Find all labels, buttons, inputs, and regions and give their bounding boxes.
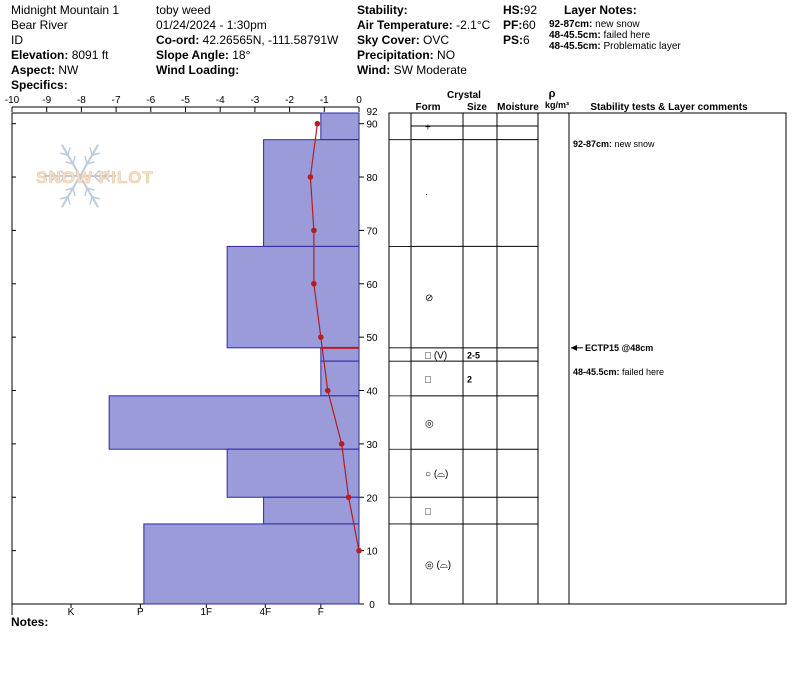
temperature-point — [346, 494, 352, 500]
temperature-point — [311, 281, 317, 287]
temp-tick-label: -9 — [42, 95, 52, 106]
hardness-tick-label: K — [67, 607, 75, 618]
height-tick-label: 20 — [366, 493, 378, 505]
temperature-point — [308, 174, 314, 180]
layer-form-symbol: □ — [425, 374, 432, 386]
stability-test-arrowhead — [571, 345, 577, 351]
hardness-bar — [227, 449, 359, 497]
temperature-point — [315, 121, 321, 127]
stability: Stability: — [357, 3, 408, 17]
location-name: Midnight Mountain 1 — [11, 3, 120, 17]
wind: Wind: SW Moderate — [357, 63, 467, 77]
wind-loading: Wind Loading: — [156, 63, 240, 77]
sky-cover: Sky Cover: OVC — [357, 33, 450, 47]
snowflake-branch — [85, 188, 87, 196]
hardness-tick-label: F — [317, 607, 324, 618]
temp-tick-label: 0 — [356, 95, 362, 106]
layer-form-symbol: ○ (⌓) — [425, 469, 449, 481]
temp-tick-label: -10 — [4, 95, 20, 106]
layer-notes-title: Layer Notes: — [564, 3, 637, 17]
aspect: Aspect: NW — [11, 63, 79, 77]
header-moisture: Moisture — [497, 102, 539, 113]
specifics: Specifics: — [11, 78, 68, 92]
elevation: Elevation: 8091 ft — [11, 48, 109, 62]
header-size: Size — [466, 102, 488, 113]
layer-comment: 48-45.5cm: failed here — [573, 367, 665, 377]
coordinates: Co-ord: 42.26565N, -111.58791W — [156, 33, 339, 47]
height-tick-label: 60 — [366, 279, 378, 291]
header-crystal: Crystal — [447, 90, 481, 101]
snowflake-branch — [85, 156, 87, 164]
precipitation: Precipitation: NO — [357, 48, 456, 62]
snowflake-branch — [68, 197, 70, 205]
hardness-tick-label: I — [10, 607, 14, 618]
observer: toby weed — [156, 3, 211, 17]
watermark-text: SNOW PILOT — [36, 168, 154, 187]
height-tick-label: 92 — [366, 107, 378, 118]
layer-form-symbol: + — [425, 122, 431, 134]
layer-form-symbol: ⊘ — [425, 293, 434, 305]
snowflake-branch — [90, 147, 92, 155]
layer-note-1: 92-87cm: new snow — [549, 19, 640, 30]
slope-angle: Slope Angle: 18° — [156, 48, 251, 62]
temperature-point — [356, 548, 362, 554]
hardness-tick-label: 1F — [200, 607, 213, 618]
hardness-bar — [109, 396, 359, 449]
header-comments: Stability tests & Layer comments — [590, 102, 748, 113]
hardness-bar — [144, 524, 359, 604]
temperature-point — [325, 388, 331, 394]
header-rho: ρ — [548, 88, 556, 100]
layer-form-symbol: · — [425, 189, 429, 201]
layer-size: 2-5 — [467, 350, 481, 361]
hardness-tick-label: P — [137, 607, 144, 618]
layer-form-symbol: □ — [425, 506, 432, 518]
notes-label: Notes: — [11, 615, 49, 629]
date-time: 01/24/2024 - 1:30pm — [156, 18, 267, 32]
temp-tick-label: -6 — [146, 95, 156, 106]
temperature-point — [311, 228, 317, 234]
temp-tick-label: -7 — [111, 95, 121, 106]
height-tick-label: 10 — [366, 546, 378, 558]
snowflake-branch — [73, 188, 75, 196]
height-tick-label: 30 — [366, 439, 378, 451]
table-frame — [389, 113, 786, 604]
temperature-point — [339, 441, 345, 447]
hs-value: HS:92 — [503, 3, 538, 17]
layer-note-2: 48-45.5cm: failed here — [549, 30, 651, 41]
height-tick-label: 90 — [366, 119, 378, 131]
hardness-bar — [264, 497, 359, 524]
hardness-bar — [321, 113, 359, 140]
height-tick-label: 50 — [366, 333, 378, 345]
layer-form-symbol: ◎ (⌓) — [425, 559, 452, 571]
height-tick-label: 0 — [369, 600, 375, 611]
hardness-bar — [227, 246, 359, 347]
layer-comment: 92-87cm: new snow — [573, 139, 655, 149]
height-tick-label: 40 — [366, 386, 378, 398]
snowflake-branch — [68, 147, 70, 155]
height-tick-label: 70 — [366, 226, 378, 238]
height-tick-label: 80 — [366, 173, 378, 185]
state-id: ID — [11, 33, 23, 47]
hardness-tick-label: 4F — [259, 607, 272, 618]
range-name: Bear River — [11, 18, 68, 32]
temp-tick-label: -2 — [285, 95, 295, 106]
snowflake-branch — [73, 156, 75, 164]
pf-value: PF:60 — [503, 18, 536, 32]
temp-tick-label: -3 — [250, 95, 260, 106]
layer-note-3: 48-45.5cm: Problematic layer — [549, 41, 681, 52]
layer-form-symbol: □ (V) — [425, 350, 448, 362]
temp-tick-label: -8 — [76, 95, 86, 106]
layer-size: 2 — [467, 374, 473, 385]
temp-tick-label: -5 — [181, 95, 190, 106]
header-form: Form — [415, 102, 441, 113]
ps-value: PS:6 — [503, 33, 530, 47]
temp-tick-label: -1 — [319, 95, 329, 106]
hardness-bar — [321, 348, 359, 361]
layer-form-symbol: ◎ — [425, 418, 434, 430]
stability-test-label: ECTP15 @48cm — [585, 342, 654, 353]
snowflake-branch — [90, 197, 92, 205]
temp-tick-label: -4 — [215, 95, 225, 106]
snowpilot-watermark — [36, 145, 154, 207]
air-temperature: Air Temperature: -2.1°C — [357, 18, 491, 32]
temperature-point — [318, 334, 324, 340]
header-density-unit: kg/m³ — [544, 100, 570, 110]
